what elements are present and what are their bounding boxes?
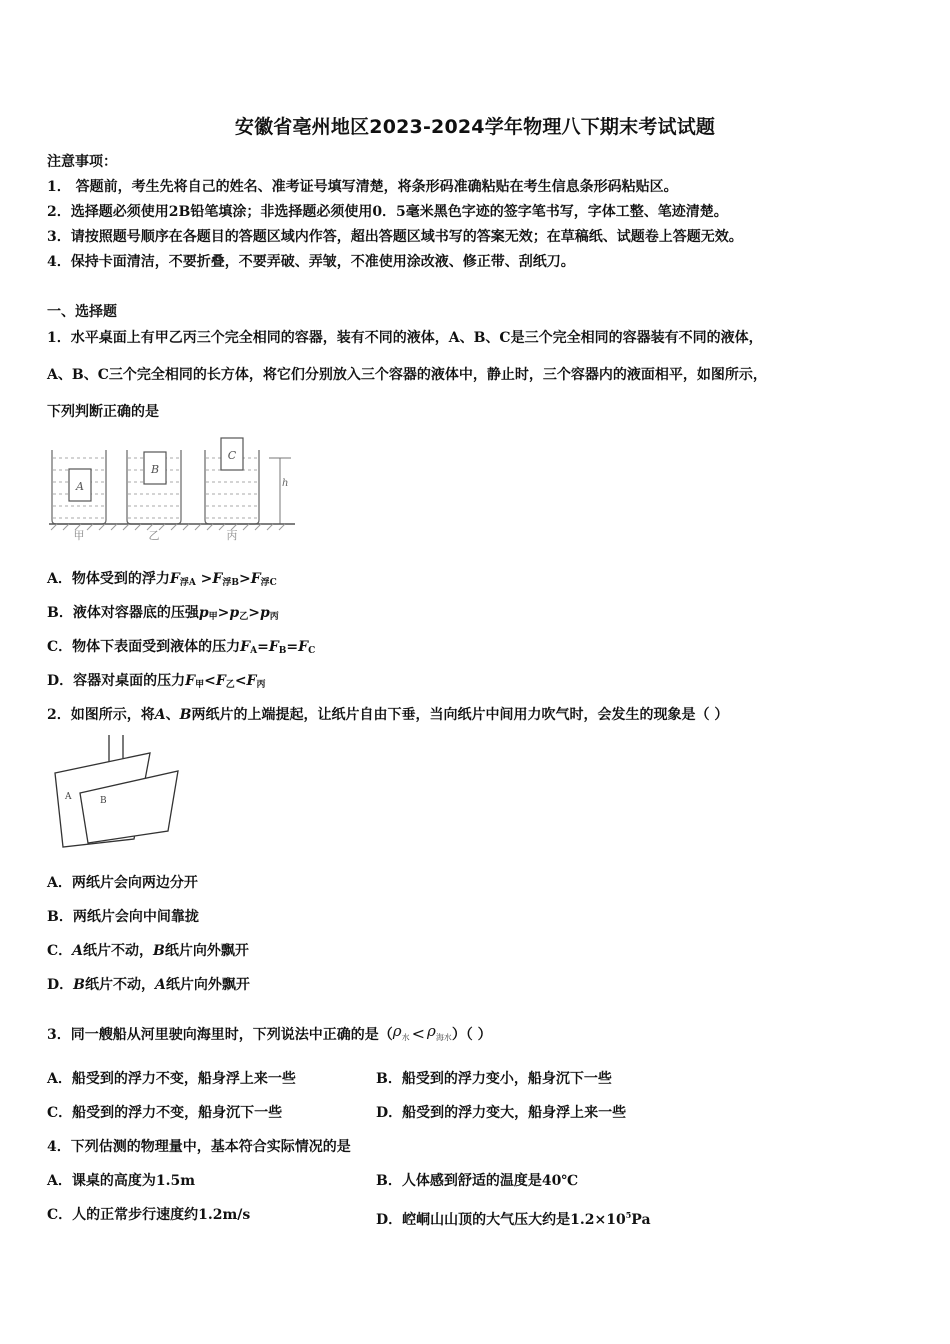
notice-item: 3．请按照题号顺序在各题目的答题区域内作答，超出答题区域书写的答案无效；在草稿纸、试题卷上答题无效。: [47, 229, 743, 245]
block-label: A: [76, 480, 84, 493]
height-label: h: [282, 478, 289, 489]
notice-item: 4．保持卡面清洁，不要折叠，不要弄破、弄皱，不准使用涂改液、修正带、刮纸刀。: [47, 254, 575, 270]
paper-b-label: B: [100, 796, 107, 806]
q2-option-c: C．A纸片不动，B纸片向外飘开: [47, 943, 249, 959]
notice-item: 2．选择题必须使用2B铅笔填涂；非选择题必须使用0．5毫米黑色字迹的签字笔书写，字体工整、笔迹清楚。: [47, 204, 728, 220]
q2-stem: 2．如图所示，将A、B两纸片的上端提起，让纸片自由下垂，当向纸片中间用力吹气时，会发生的现象是（ ）: [47, 707, 729, 723]
q1-option-a: A．物体受到的浮力$F_{浮A} >F_{浮B}>F_{浮C}$: [47, 571, 277, 588]
q3-option-b: B．船受到的浮力变小，船身沉下一些: [376, 1071, 612, 1087]
q4-stem: 4．下列估测的物理量中，基本符合实际情况的是: [47, 1139, 351, 1155]
container-label: 乙: [148, 529, 160, 542]
q3-option-c: C．船受到的浮力不变，船身沉下一些: [47, 1105, 283, 1121]
q1-option-b: B．液体对容器底的压强$p_甲>p_乙>p_丙$: [47, 605, 279, 622]
q2-option-b: B．两纸片会向中间靠拢: [47, 909, 199, 925]
notice-item: 1． 答题前，考生先将自己的姓名、准考证号填写清楚，将条形码准确粘贴在考生信息条形码粘贴区。: [47, 179, 678, 195]
q2-option-a: A．两纸片会向两边分开: [47, 875, 198, 891]
q4-option-b: B．人体感到舒适的温度是40℃: [376, 1173, 579, 1189]
q1-option-c: C．物体下表面受到液体的压力$F_A=F_B=F_C$: [47, 639, 316, 656]
q1-stem-line2: A、B、C三个完全相同的长方体，将它们分别放入三个容器的液体中，静止时，三个容器内的液面相平，如图所示，: [47, 367, 767, 383]
q1-figure: [47, 436, 297, 540]
q4-option-c: C．人的正常步行速度约1.2m/s: [47, 1207, 251, 1223]
container-label: 甲: [73, 529, 85, 542]
q1-stem-line1: 1．水平桌面上有甲乙丙三个完全相同的容器，装有不同的液体，A、B、C是三个完全相同的容器装有不同的液体，: [47, 330, 763, 346]
paper-a-label: A: [65, 792, 72, 802]
q3-stem: 3．同一艘船从河里驶向海里时，下列说法中正确的是（ρ水 < ρ海水）（ ）: [47, 1022, 492, 1043]
q2-option-d: D．B纸片不动，A纸片向外飘开: [47, 977, 250, 993]
q1-option-d: D．容器对桌面的压力$F_甲<F_乙<F_丙$: [47, 673, 266, 690]
container-label: 丙: [226, 529, 238, 542]
q4-option-a: A．课桌的高度为1.5m: [47, 1173, 196, 1189]
q3-option-d: D．船受到的浮力变大，船身浮上来一些: [376, 1105, 627, 1121]
page-title: 安徽省亳州地区2023-2024学年物理八下期末考试试题: [234, 116, 716, 138]
block-label: C: [227, 449, 237, 462]
q3-option-a: A．船受到的浮力不变，船身浮上来一些: [47, 1071, 296, 1087]
section-heading: 一、选择题: [47, 304, 117, 320]
block-label: B: [150, 463, 160, 476]
q4-option-d: D．崆峒山山顶的大气压大约是$1.2\times 10^5Pa$: [376, 1210, 651, 1228]
q1-stem-line3: 下列判断正确的是: [47, 404, 159, 420]
q2-figure: [50, 735, 185, 850]
notice-heading: 注意事项：: [47, 154, 117, 170]
